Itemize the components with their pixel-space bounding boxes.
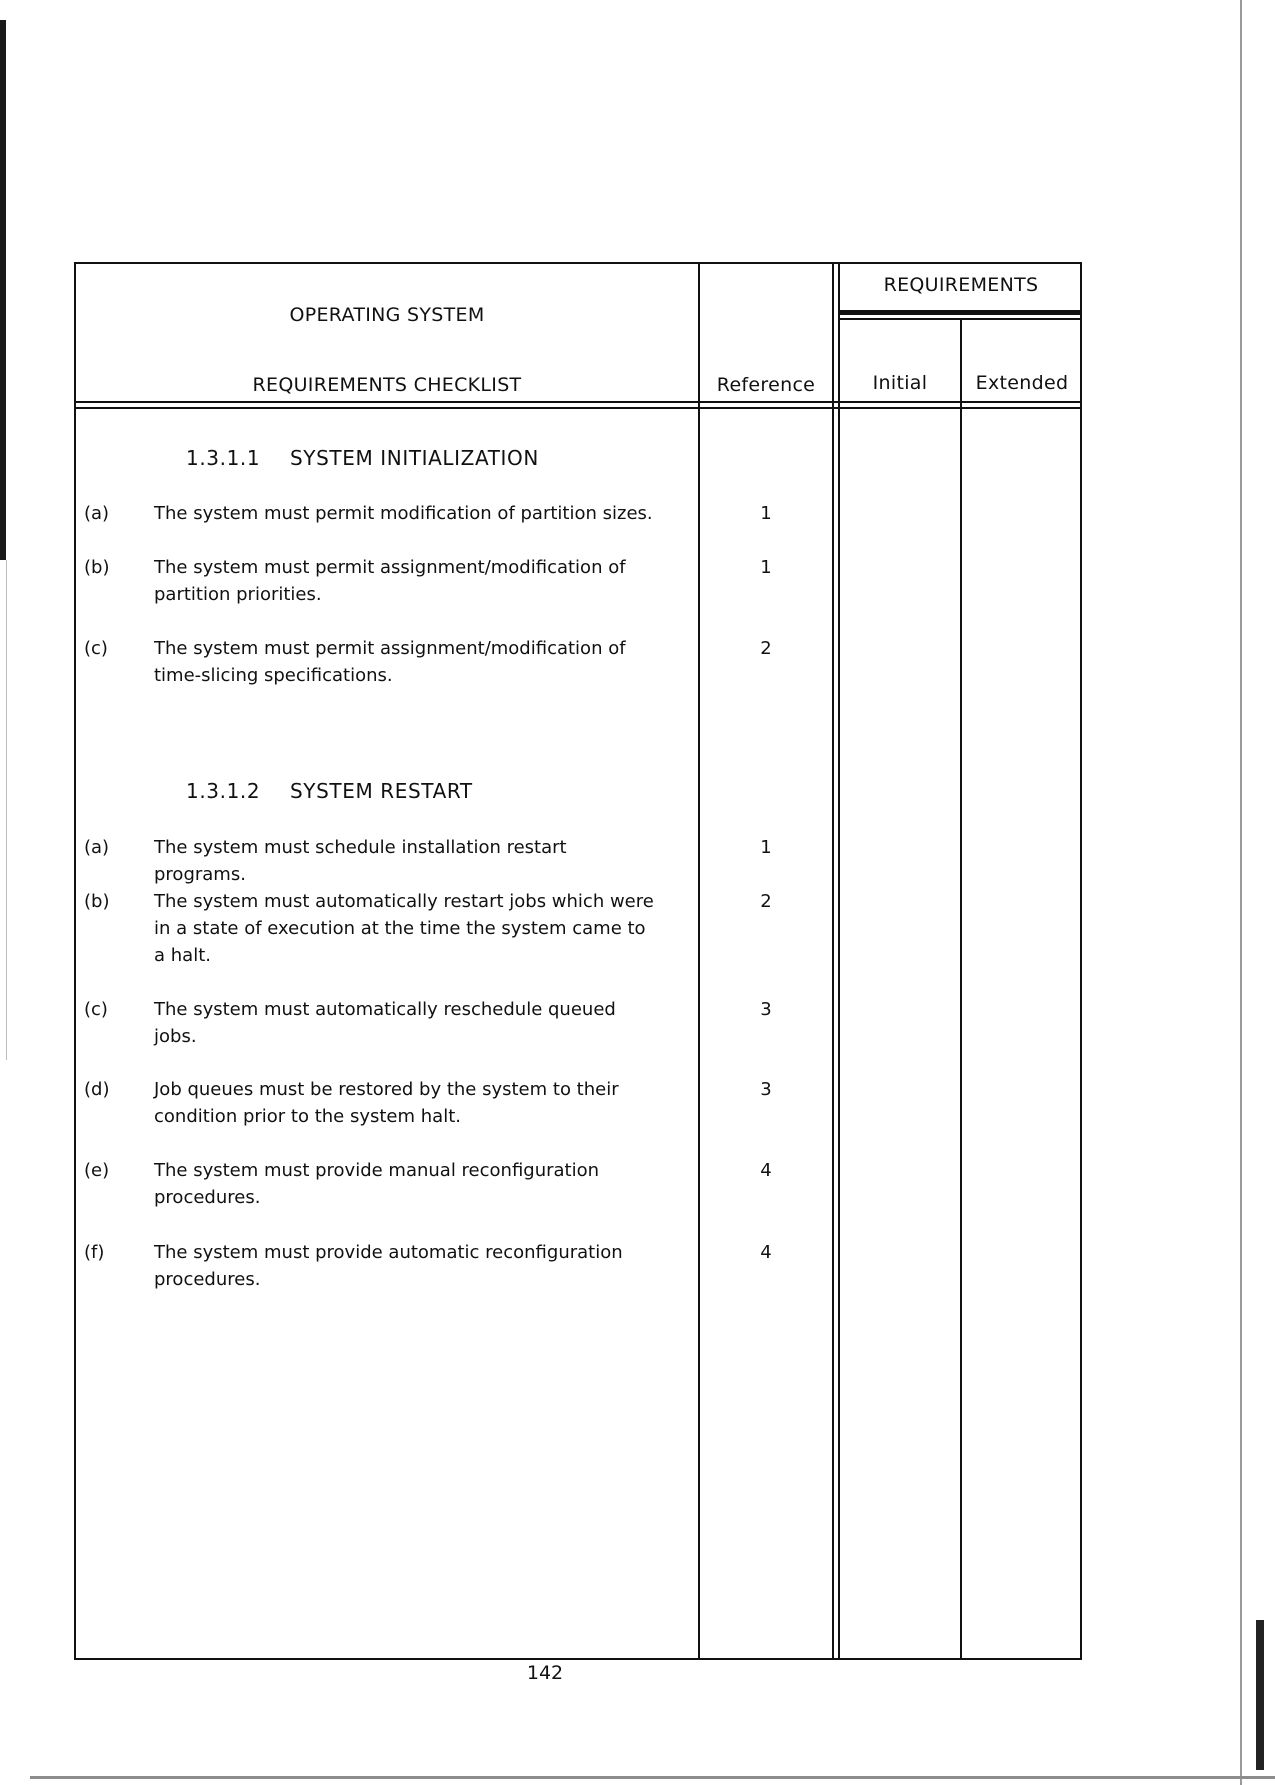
requirement-letter: (b): [84, 557, 110, 578]
initial-column-header: Initial: [872, 372, 928, 394]
requirement-text: The system must permit modification of partition sizes.: [154, 503, 653, 524]
requirements-column-header: REQUIREMENTS: [883, 274, 1039, 296]
section-title-initialization: [186, 446, 539, 470]
section-heading: SYSTEM RESTART: [290, 779, 473, 803]
scan-left-edge: [0, 20, 6, 560]
header-rule-bottom: [76, 407, 1080, 409]
requirement-letter: (d): [84, 1079, 110, 1100]
requirement-letter: (e): [84, 1160, 110, 1181]
requirement-letter: (a): [84, 503, 110, 524]
requirement-reference: 2: [760, 638, 772, 659]
requirement-reference: 3: [760, 999, 772, 1020]
requirement-reference: 1: [760, 557, 772, 578]
requirement-reference: 4: [760, 1160, 772, 1181]
requirement-letter: (c): [84, 638, 108, 659]
requirement-reference: 1: [760, 503, 772, 524]
scan-right-edge: [1240, 0, 1242, 1785]
requirement-text: The system must provide manual reconfiguration procedures.: [154, 1160, 600, 1208]
requirement-letter: (f): [84, 1242, 105, 1263]
requirement-reference: 1: [760, 837, 772, 858]
requirement-letter: (a): [84, 837, 110, 858]
header-rule-top: [76, 401, 1080, 403]
requirement-text: The system must permit assignment/modification of time-slicing specifications.: [154, 638, 626, 686]
scan-bottom-edge: [30, 1776, 1275, 1779]
checklist-title-line-2: REQUIREMENTS CHECKLIST: [252, 374, 522, 396]
requirement-text: The system must permit assignment/modification of partition priorities.: [154, 557, 626, 605]
requirement-reference: 3: [760, 1079, 772, 1100]
requirements-column-divider-inner: [838, 264, 840, 1658]
reference-column-divider: [698, 264, 700, 1658]
requirement-text: The system must provide automatic reconfiguration procedures.: [154, 1242, 623, 1290]
section-heading: SYSTEM INITIALIZATION: [290, 446, 539, 470]
extended-column-header: Extended: [975, 372, 1069, 394]
initial-column-divider: [960, 318, 962, 1658]
scan-corner-mark: [1256, 1620, 1264, 1770]
requirements-checklist-table: [74, 262, 1082, 1660]
requirements-header-rule: [838, 310, 1080, 315]
requirement-reference: 2: [760, 891, 772, 912]
scan-left-shadow: [6, 560, 7, 1060]
page-number: 142: [526, 1662, 564, 1684]
requirements-column-divider-outer: [832, 264, 834, 1658]
section-title-restart: [186, 779, 473, 803]
requirement-text: Job queues must be restored by the system to their condition prior to the system halt.: [154, 1079, 619, 1127]
reference-column-header: Reference: [716, 374, 816, 396]
section-number: 1.3.1.1: [186, 446, 261, 470]
requirement-letter: (c): [84, 999, 108, 1020]
section-number: 1.3.1.2: [186, 779, 261, 803]
requirement-reference: 4: [760, 1242, 772, 1263]
requirement-text: The system must schedule installation restart programs.: [154, 837, 567, 885]
requirement-text: The system must automatically reschedule queued jobs.: [154, 999, 616, 1047]
requirement-text: The system must automatically restart jobs which were in a state of execution at the time the system came to a halt.: [154, 891, 654, 966]
requirements-header-rule-thin: [838, 318, 1080, 320]
requirement-letter: (b): [84, 891, 110, 912]
checklist-title-line-1: OPERATING SYSTEM: [289, 304, 485, 326]
